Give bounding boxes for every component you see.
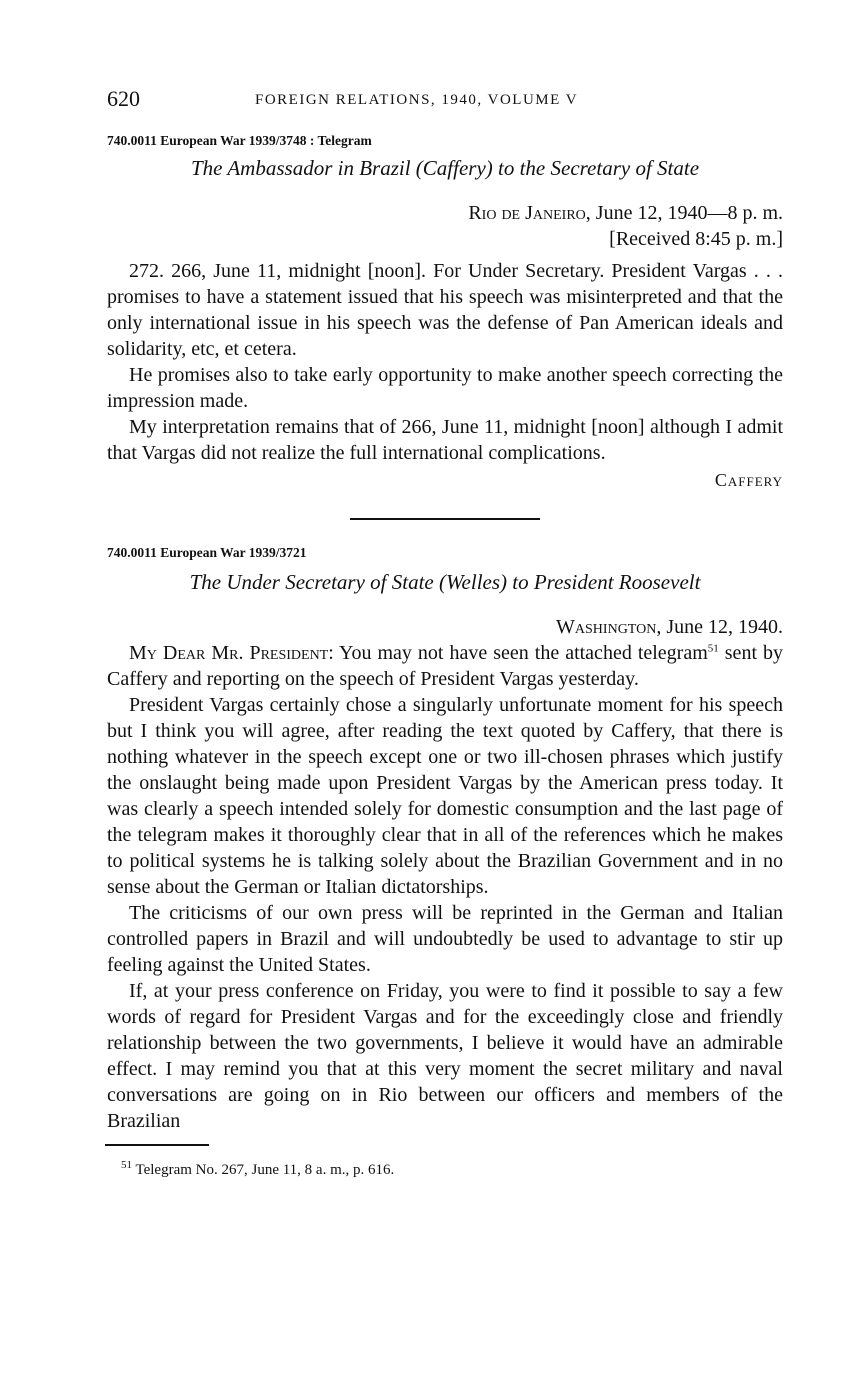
file-reference: 740.0011 European War 1939/3748 : Telegram <box>107 133 372 148</box>
document-page <box>107 86 783 1180</box>
paragraph: If, at your press conference on Friday, you were to find it possible to say a few words of regard for President Vargas and for the exceedingly close and friendly relationship between the two governments, I believe it would have an admirable effect. I may remind you that at this very moment the secret military and naval conversations are going on in Rio between our officers and members of the Brazilian <box>107 980 783 1132</box>
paragraph <box>107 640 783 692</box>
paragraph: My interpretation remains that of 266, June 11, midnight [noon] although I admit that Vargas did not realize the full international complications. <box>107 416 783 464</box>
paragraph: 272. 266, June 11, midnight [noon]. For Under Secretary. President Vargas . . . promises to have a statement issued that his speech was misinterpreted and that the only international issue in his speech was the defense of Pan American ideals and solidarity, etc, et cetera. <box>107 260 783 360</box>
signature: Caffery <box>714 470 783 490</box>
place-date-line <box>107 614 783 640</box>
footnote-rule <box>105 1144 209 1146</box>
salutation: My Dear Mr. President: <box>129 642 334 664</box>
paragraph: President Vargas certainly chose a singularly unfortunate moment for his speech but I think you will agree, after reading the text quoted by Caffery, that there is nothing whatever in the speech except one or two ill-chosen phrases which justify the onslaught being made upon President Vargas by the American press today. It was clearly a speech intended solely for domestic consumption and the last page of the telegram makes it thoroughly clear that in all of the references which he makes to political systems he is talking solely about the Brazilian Government and in no sense about the German or Italian dictatorships. <box>107 694 783 898</box>
document-heading: The Ambassador in Brazil (Caffery) to the Secretary of State <box>190 156 700 180</box>
paragraph: The criticisms of our own press will be reprinted in the German and Italian controlled papers in Brazil and will undoubtedly be used to advantage to stir up feeling against the United States. <box>107 902 783 976</box>
date: June 12, 1940—8 p. m. <box>590 202 783 224</box>
file-reference: 740.0011 European War 1939/3721 <box>107 545 307 560</box>
section-divider <box>350 518 540 520</box>
footnote-mark: 51 <box>121 1159 132 1171</box>
paragraph-text: sent by Caffery and reporting on the speech of President Vargas yesterday. <box>107 642 783 690</box>
document-heading: The Under Secretary of State (Welles) to President Roosevelt <box>189 570 701 594</box>
footnote-text: Telegram No. 267, June 11, 8 a. m., p. 616. <box>132 1162 395 1178</box>
page-number: 620 <box>107 86 140 111</box>
paragraph: He promises also to take early opportunity to make another speech correcting the impression made. <box>107 364 783 412</box>
running-head <box>107 86 783 120</box>
place: Washington, <box>556 616 662 638</box>
place-date-line <box>107 200 783 226</box>
footnote-mark: 51 <box>707 642 719 655</box>
footnote <box>107 1160 783 1180</box>
date: June 12, 1940. <box>661 616 783 638</box>
received-line: [Received 8:45 p. m.] <box>609 228 783 250</box>
running-title: FOREIGN RELATIONS, 1940, VOLUME V <box>255 92 579 108</box>
paragraph-text: You may not have seen the attached telegram <box>333 642 708 664</box>
place: Rio de Janeiro, <box>468 202 591 224</box>
